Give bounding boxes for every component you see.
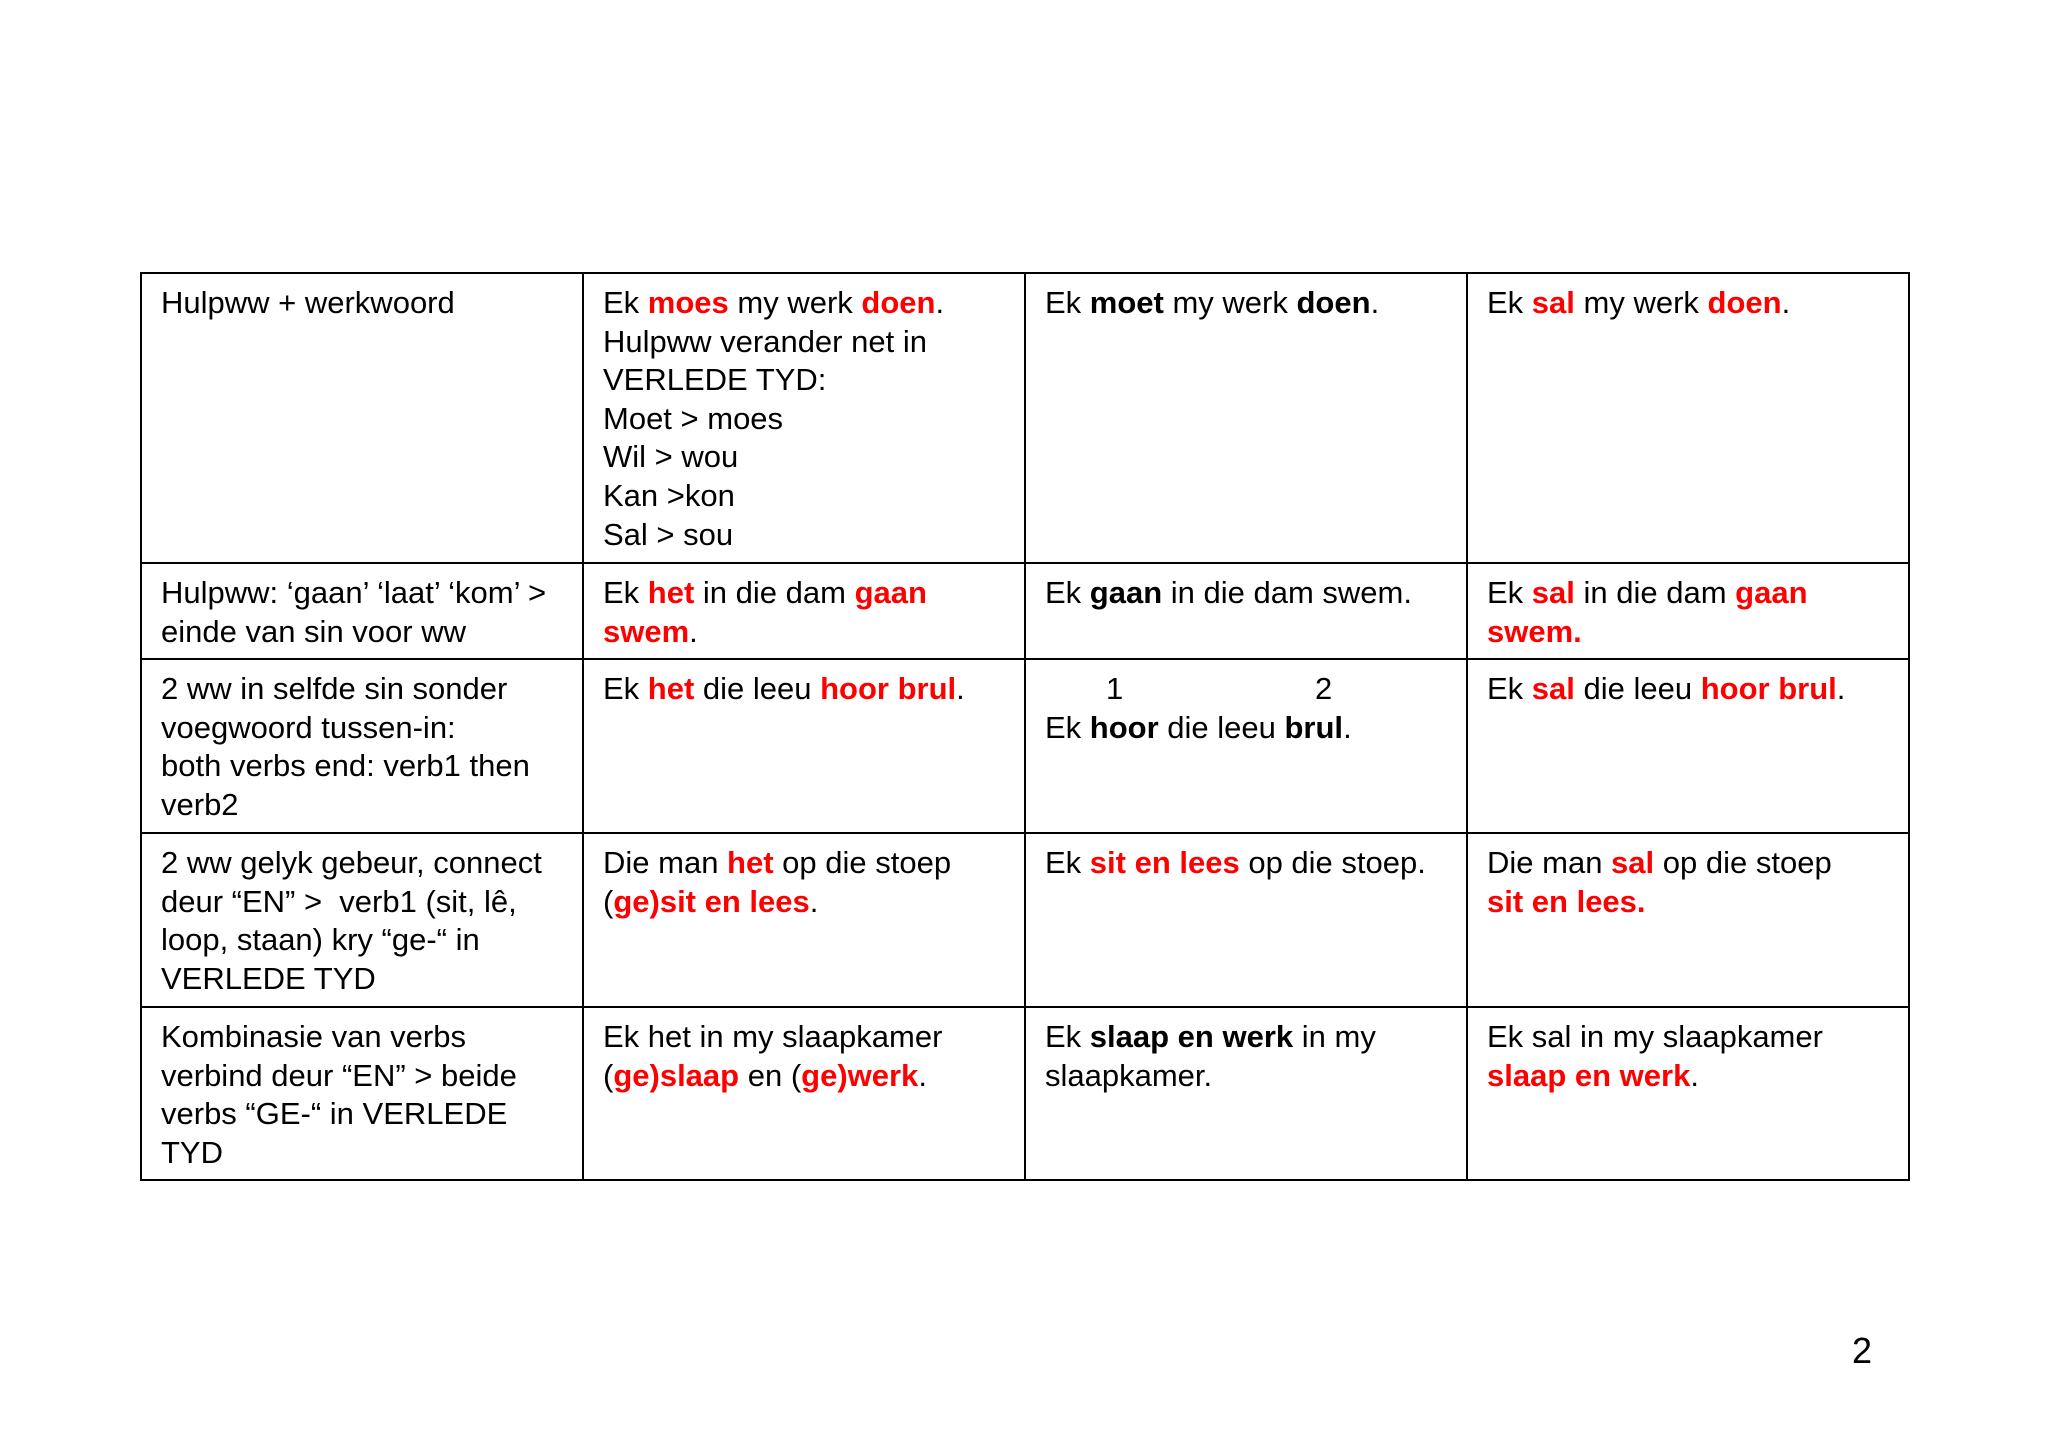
highlighted-text: doen bbox=[861, 285, 936, 320]
text: Ek bbox=[1487, 285, 1532, 320]
text: my werk bbox=[728, 285, 862, 320]
example-cell bbox=[1467, 833, 1909, 1007]
cell-line bbox=[603, 361, 1005, 400]
text: Ek bbox=[603, 671, 648, 706]
text: VERLEDE TYD: bbox=[603, 362, 827, 398]
verb-order-number: 2 bbox=[1315, 671, 1333, 706]
example-cell bbox=[1025, 833, 1467, 1007]
text: voegwoord tussen-in: bbox=[161, 709, 456, 745]
cell-line bbox=[161, 284, 563, 323]
cell-line bbox=[1045, 709, 1447, 748]
text: in die dam swem. bbox=[1162, 575, 1412, 610]
text: Kan >kon bbox=[603, 477, 735, 513]
example-cell bbox=[1467, 659, 1909, 833]
cell-line bbox=[1487, 574, 1889, 613]
text: Ek bbox=[603, 575, 648, 610]
cell-line bbox=[1487, 844, 1889, 883]
text: in die dam bbox=[694, 575, 855, 610]
cell-line bbox=[161, 709, 563, 748]
example-cell bbox=[1025, 563, 1467, 659]
highlighted-text: sal bbox=[1531, 671, 1575, 706]
text: . bbox=[935, 285, 945, 320]
cell-line bbox=[603, 844, 1005, 883]
text: en ( bbox=[739, 1057, 802, 1093]
cell-line bbox=[1487, 670, 1889, 709]
text: VERLEDE TYD bbox=[161, 960, 376, 996]
text: Ek bbox=[1045, 1019, 1090, 1054]
text: einde van sin voor ww bbox=[161, 613, 466, 649]
cell-line bbox=[603, 1057, 1005, 1096]
text: . bbox=[1781, 285, 1791, 320]
text: my werk bbox=[1163, 285, 1297, 320]
rule-cell bbox=[141, 563, 583, 659]
cell-line bbox=[1045, 670, 1447, 709]
text: Moet > moes bbox=[603, 400, 784, 436]
text: Ek bbox=[1045, 285, 1090, 320]
example-cell bbox=[583, 563, 1025, 659]
highlighted-text: doen bbox=[1707, 285, 1782, 320]
cell-line bbox=[161, 844, 563, 883]
text: Ek bbox=[603, 285, 648, 320]
example-cell bbox=[583, 1007, 1025, 1180]
text: . bbox=[689, 613, 698, 649]
text: Die man bbox=[1487, 845, 1612, 880]
text: Hulpww: ‘gaan’ ‘laat’ ‘kom’ > bbox=[161, 575, 547, 610]
text: Sal > sou bbox=[603, 516, 734, 552]
cell-line bbox=[603, 323, 1005, 362]
highlighted-text: het bbox=[647, 575, 695, 610]
bold-text: brul bbox=[1284, 709, 1344, 745]
text: both verbs end: verb1 then bbox=[161, 748, 530, 784]
text: slaapkamer. bbox=[1045, 1057, 1213, 1093]
text: Kombinasie van verbs bbox=[161, 1019, 466, 1054]
text: . bbox=[1370, 285, 1380, 320]
text: in my bbox=[1293, 1019, 1376, 1054]
cell-line bbox=[1045, 284, 1447, 323]
cell-line bbox=[161, 1134, 563, 1173]
text: . bbox=[956, 671, 965, 706]
table-row bbox=[141, 563, 1909, 659]
text: Ek het in my slaapkamer bbox=[603, 1019, 943, 1054]
example-cell bbox=[583, 833, 1025, 1007]
text: Ek bbox=[1045, 709, 1090, 745]
cell-line bbox=[1487, 1018, 1889, 1057]
highlighted-text: het bbox=[647, 671, 695, 706]
cell-line bbox=[603, 477, 1005, 516]
cell-line bbox=[161, 883, 563, 922]
example-cell bbox=[583, 273, 1025, 563]
cell-line bbox=[161, 1095, 563, 1134]
text: Ek sal in my slaapkamer bbox=[1487, 1019, 1823, 1054]
text: die leeu bbox=[694, 671, 821, 706]
text: my werk bbox=[1574, 285, 1708, 320]
cell-line bbox=[1487, 284, 1889, 323]
text: Wil > wou bbox=[603, 439, 739, 475]
text: loop, staan) kry “ge-“ in bbox=[161, 922, 480, 958]
rule-cell bbox=[141, 659, 583, 833]
highlighted-text: sal bbox=[1531, 285, 1575, 320]
highlighted-text: swem. bbox=[1487, 613, 1582, 649]
highlighted-text: hoor brul bbox=[1700, 671, 1837, 706]
cell-line bbox=[603, 284, 1005, 323]
text: Ek bbox=[1045, 575, 1090, 610]
cell-line bbox=[161, 574, 563, 613]
cell-line bbox=[1487, 883, 1889, 922]
example-cell bbox=[1025, 1007, 1467, 1180]
text: Hulpww verander net in bbox=[603, 323, 927, 359]
text: ( bbox=[603, 1057, 614, 1093]
highlighted-text: gaan bbox=[854, 575, 927, 610]
highlighted-text: sit en lees. bbox=[1487, 883, 1646, 919]
text: Die man bbox=[603, 845, 728, 880]
text: verbs “GE-“ in VERLEDE bbox=[161, 1096, 508, 1132]
cell-line bbox=[603, 613, 1005, 652]
cell-line bbox=[161, 613, 563, 652]
cell-line bbox=[1487, 613, 1889, 652]
highlighted-text: swem bbox=[603, 613, 690, 649]
cell-line bbox=[1045, 844, 1447, 883]
bold-text: doen bbox=[1296, 285, 1371, 320]
text: Ek bbox=[1487, 671, 1532, 706]
highlighted-text: ge)sit en lees bbox=[613, 883, 810, 919]
table-row bbox=[141, 659, 1909, 833]
cell-line bbox=[161, 921, 563, 960]
cell-line bbox=[161, 960, 563, 999]
cell-line bbox=[1045, 1057, 1447, 1096]
text: Ek bbox=[1487, 575, 1532, 610]
text: Ek bbox=[1045, 845, 1090, 880]
text: op die stoep. bbox=[1239, 845, 1426, 880]
table-row bbox=[141, 273, 1909, 563]
highlighted-text: sal bbox=[1531, 575, 1575, 610]
example-cell bbox=[1467, 273, 1909, 563]
cell-line bbox=[161, 786, 563, 825]
text: 2 ww gelyk gebeur, connect bbox=[161, 845, 542, 880]
highlighted-text: moes bbox=[647, 285, 729, 320]
highlighted-text: het bbox=[727, 845, 774, 880]
text: . bbox=[918, 1057, 927, 1093]
highlighted-text: gaan bbox=[1735, 575, 1808, 610]
cell-line bbox=[1045, 1018, 1447, 1057]
example-cell bbox=[1467, 1007, 1909, 1180]
example-cell bbox=[583, 659, 1025, 833]
cell-line bbox=[1045, 574, 1447, 613]
text: in die dam bbox=[1574, 575, 1736, 610]
bold-text: slaap en werk bbox=[1089, 1019, 1294, 1054]
bold-text: gaan bbox=[1089, 575, 1163, 610]
text: op die stoep bbox=[1654, 845, 1832, 880]
table-row bbox=[141, 1007, 1909, 1180]
page-number: 2 bbox=[1852, 1330, 1873, 1371]
highlighted-text: slaap en werk bbox=[1487, 1057, 1691, 1093]
text: . bbox=[1690, 1057, 1699, 1093]
cell-line bbox=[603, 883, 1005, 922]
cell-line bbox=[603, 1018, 1005, 1057]
rule-cell bbox=[141, 833, 583, 1007]
highlighted-text: hoor brul bbox=[820, 671, 957, 706]
cell-line bbox=[161, 670, 563, 709]
highlighted-text: ge)slaap bbox=[613, 1057, 740, 1093]
example-cell bbox=[1025, 273, 1467, 563]
highlighted-text: sit en lees bbox=[1089, 845, 1240, 880]
text: . bbox=[809, 883, 819, 919]
bold-text: moet bbox=[1089, 285, 1164, 320]
rule-cell bbox=[141, 1007, 583, 1180]
cell-line bbox=[603, 574, 1005, 613]
example-cell bbox=[1467, 563, 1909, 659]
grammar-table bbox=[140, 272, 1910, 1181]
text: TYD bbox=[161, 1134, 223, 1170]
verb-order-number: 1 bbox=[1106, 671, 1124, 706]
text: . bbox=[1343, 709, 1352, 745]
cell-line bbox=[603, 400, 1005, 439]
highlighted-text: sal bbox=[1611, 845, 1655, 880]
text: die leeu bbox=[1574, 671, 1701, 706]
text: verbind deur “EN” > beide bbox=[161, 1057, 517, 1093]
cell-line bbox=[603, 670, 1005, 709]
bold-text: hoor bbox=[1089, 709, 1159, 745]
text: op die stoep bbox=[773, 845, 952, 880]
text: deur “EN” > verb1 (sit, lê, bbox=[161, 883, 517, 919]
text: verb2 bbox=[161, 786, 239, 822]
text: 2 ww in selfde sin sonder bbox=[161, 671, 508, 706]
rule-cell bbox=[141, 273, 583, 563]
text: Hulpww + werkwoord bbox=[161, 285, 455, 320]
text: die leeu bbox=[1158, 709, 1285, 745]
cell-line bbox=[161, 1018, 563, 1057]
text: ( bbox=[603, 883, 614, 919]
text: . bbox=[1836, 671, 1846, 706]
example-cell bbox=[1025, 659, 1467, 833]
table-row bbox=[141, 833, 1909, 1007]
cell-line bbox=[603, 516, 1005, 555]
cell-line bbox=[603, 438, 1005, 477]
cell-line bbox=[161, 747, 563, 786]
cell-line bbox=[1487, 1057, 1889, 1096]
cell-line bbox=[161, 1057, 563, 1096]
highlighted-text: ge)werk bbox=[801, 1057, 919, 1093]
